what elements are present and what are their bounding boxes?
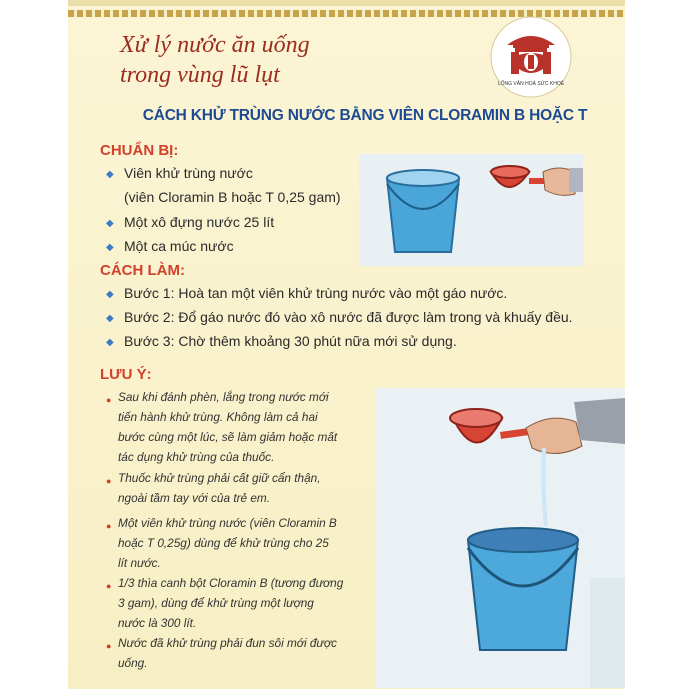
bucket-ladle-illustration [359, 154, 583, 266]
poster-title [120, 30, 310, 90]
poster [68, 0, 625, 689]
section-chuan-bi-label: CHUẨN BỊ: [100, 142, 179, 159]
health-culture-logo [489, 15, 573, 99]
note-bullet-icon: ● [106, 581, 112, 591]
bullet-icon: ◆ [106, 337, 114, 348]
bullet-icon: ◆ [106, 169, 114, 180]
bullet-icon: ◆ [106, 218, 114, 229]
note-3: Một viên khử trùng nước (viên Cloramin B hoặc T 0,25g) dùng để khử trùng cho 25 lít nước. [118, 516, 337, 570]
prep-item-3: Một ca múc nước [124, 238, 234, 254]
section-luu-y-label: LƯU Ý: [100, 366, 152, 383]
note-bullet-icon: ● [106, 641, 112, 651]
prep-item-1: Viên khử trùng nước (viên Cloramin B hoặc T 0,25 gam) [124, 165, 341, 205]
note-bullet-icon: ● [106, 395, 112, 405]
main-heading: CÁCH KHỬ TRÙNG NƯỚC BẰNG VIÊN CLORAMIN B HOẶC T [142, 107, 588, 124]
top-bar [68, 0, 625, 6]
step-2: Bước 2: Đổ gáo nước đó vào xô nước đã được làm trong và khuấy đều. [124, 309, 573, 325]
logo-text: LỐNG VĂN HOÁ SỨC KHOẺ [497, 81, 565, 87]
bullet-icon: ◆ [106, 289, 114, 300]
note-bullet-icon: ● [106, 476, 112, 486]
note-1: Sau khi đánh phèn, lắng trong nước mới tiến hành khử trùng. Không làm cả hai bước cùng một lúc, sẽ làm giảm hoặc mất tác dụng khử trùng của thuốc. [118, 390, 338, 464]
step-3: Bước 3: Chờ thêm khoảng 30 phút nữa mới sử dụng. [124, 333, 457, 349]
note-bullet-icon: ● [106, 521, 112, 531]
section-cach-lam-label: CÁCH LÀM: [100, 262, 185, 279]
note-5: Nước đã khử trùng phải đun sôi mới được uống. [118, 636, 337, 670]
title-line-2: trong vùng lũ lụt [120, 62, 280, 88]
note-4: 1/3 thìa canh bột Cloramin B (tương đương 3 gam), dùng để khử trùng một lượng nước là 300 lít. [118, 576, 344, 630]
bullet-icon: ◆ [106, 242, 114, 253]
prep-item-2: Một xô đựng nước 25 lít [124, 214, 275, 230]
bullet-icon: ◆ [106, 313, 114, 324]
title-line-1: Xử lý nước ăn uống [120, 32, 310, 58]
note-2: Thuốc khử trùng phải cất giữ cẩn thận, ngoài tầm tay với của trẻ em. [118, 471, 321, 505]
pouring-illustration [376, 388, 625, 688]
step-1: Bước 1: Hoà tan một viên khử trùng nước vào một gáo nước. [124, 285, 508, 301]
